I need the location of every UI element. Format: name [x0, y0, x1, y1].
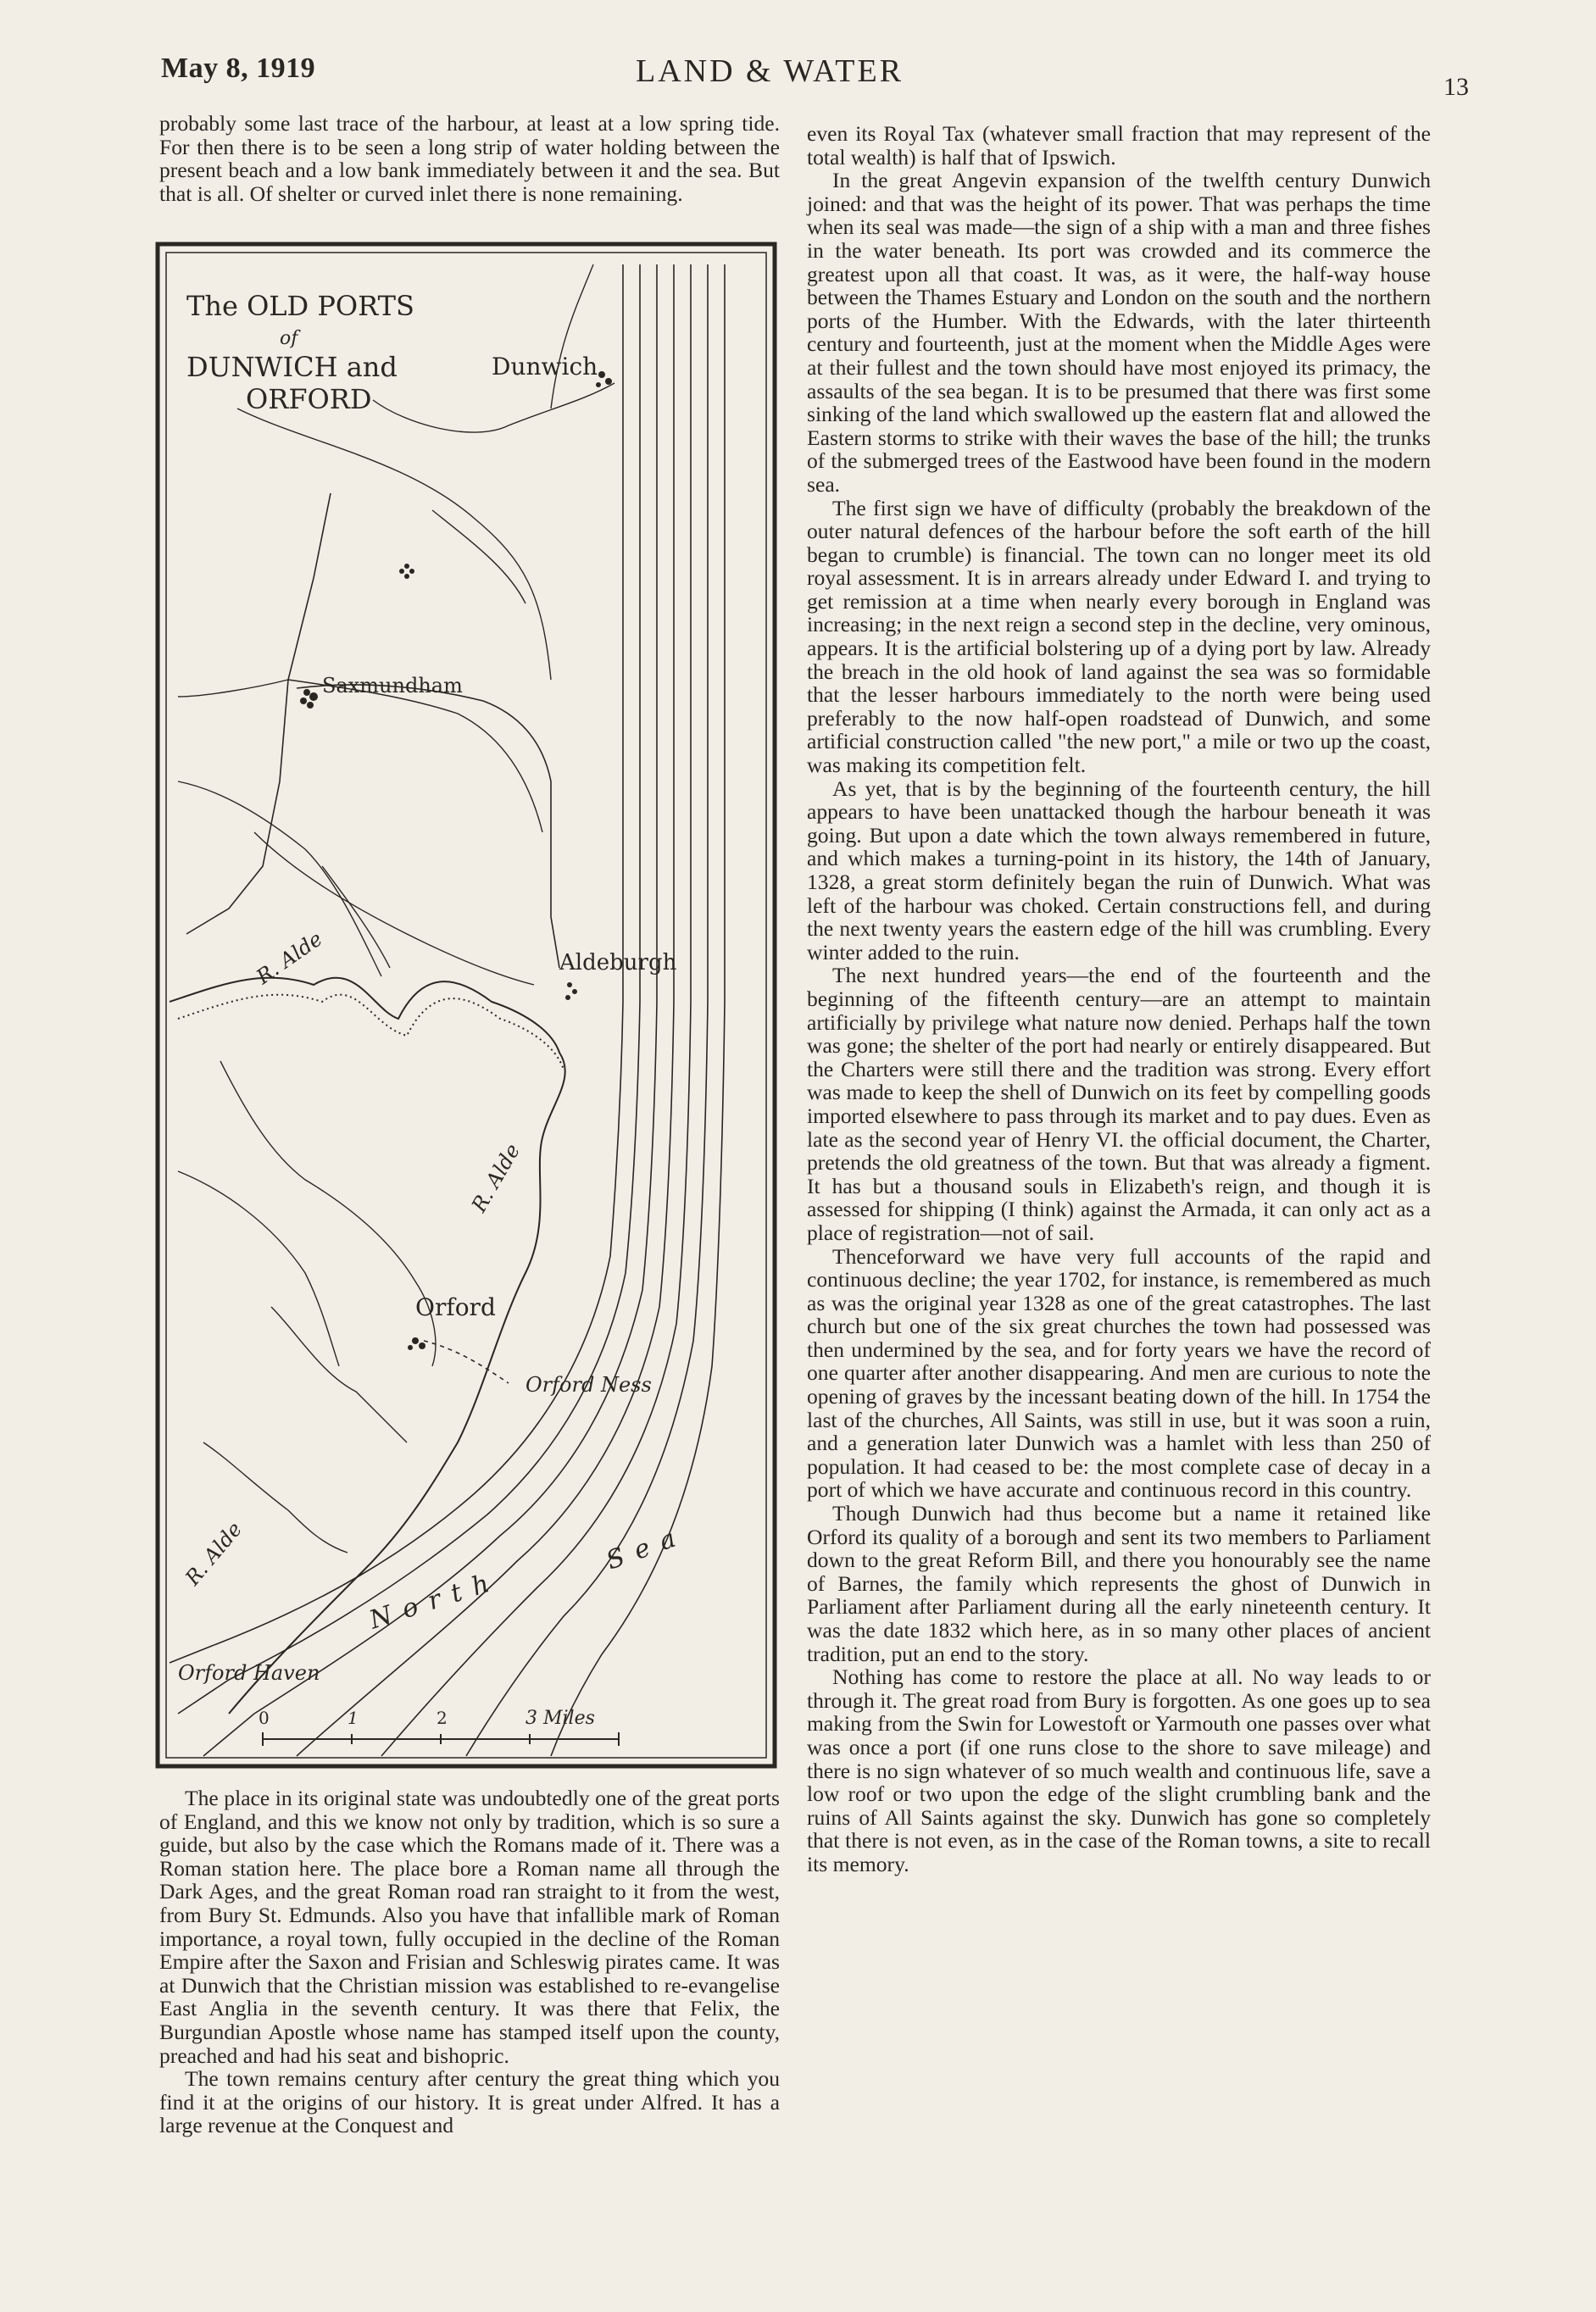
scale-2: 2: [437, 1708, 448, 1728]
label-dunwich: Dunwich: [492, 353, 598, 381]
river-alde: [170, 978, 565, 1714]
map-title-line3: DUNWICH and: [186, 351, 398, 383]
label-sea-north: North: [365, 1564, 504, 1636]
label-orford: Orford: [415, 1293, 496, 1321]
label-river-alde-1: R. Alde: [252, 926, 327, 989]
page-header: [161, 53, 1469, 103]
scale-0: 0: [259, 1708, 270, 1728]
left-column-top: [159, 112, 780, 205]
paragraph: As yet, that is by the beginning of the fourteenth century, the hill appears to have been unattacked though the harbour beneath it was going. But upon a date which the town always remembered in future, and which makes a turning-point in its history, the 14th of January, 1328, a great storm definitely began the ruin of Dunwich. What was left of the harbour was choked. Certain constructions fell, and during the next twenty years the eastern edge of the hill was crumbling. Every winter added to the ruin.: [807, 775, 1431, 964]
page-number: 13: [1443, 73, 1469, 101]
paragraph: In the great Angevin expansion of the twelfth century Dunwich joined: and that was the height of its power. That was perhaps the time when its seal was made—the sign of a ship with a man and three fishes in the water beneath. Its port was crowded and its commerce the greatest upon all that coast. It was, as it were, the half-way house between the Thames Estuary and London on the south and the northern ports of the Humber. With the Edwards, with the later thirteenth century and fourteenth, just at the moment when the Middle Ages were at their fullest and the town should have most enjoyed its primacy, the assaults of the sea began. It is to be presumed that there was first some sinking of the land which swallowed up the eastern flat and allowed the Eastern storms to strike with their waves the base of the hill; the trunks of the submerged trees of the Eastwood have been found in the modern sea.: [807, 168, 1431, 497]
map-title-line2: of: [280, 328, 298, 349]
coastline: [170, 264, 725, 1756]
paragraph: Though Dunwich had thus become but a name it retained like Orford its quality of a borough and sent its two members to Parliament down to the great Reform Bill, and there you honourably see the name of Barnes, the family which represents the ghost of Dunwich in Parliament after Parliament during all the early nineteenth century. It was the date 1832 which here, as in so many other places of ancient tradition, put an end to the story.: [807, 1501, 1431, 1666]
label-orford-ness: Orford Ness: [526, 1373, 652, 1397]
label-river-alde-3: R. Alde: [181, 1517, 247, 1590]
label-sea-sea: Sea: [602, 1520, 692, 1576]
left-column-bottom: [159, 1787, 780, 2137]
paragraph: probably some last trace of the harbour, at least at a low spring tide. For then there is to be seen a long strip of water holding between the present beach and a low bank immediately between it and the sea. But that is all. Of shelter or curved inlet there is none remaining.: [159, 111, 780, 206]
label-river-alde-2: R. Alde: [466, 1139, 526, 1216]
town-markers: [300, 371, 612, 1350]
right-column: [807, 122, 1431, 1876]
map-figure: [153, 239, 780, 1771]
map-title-line1: The OLD PORTS: [186, 290, 414, 322]
label-aldeburgh: Aldeburgh: [559, 950, 677, 975]
scale-3: 3 Miles: [526, 1708, 595, 1729]
railway: [186, 493, 559, 968]
paragraph: Nothing has come to restore the place at all. No way leads to or through it. The great road from Bury is forgotten. As one goes up to sea making from the Swin for Lowestoft or Yarmouth one passes over what was once a port (if one runs close to the shore to save mileage) and there is no sign whatever of so much wealth and continuous life, save a low roof or two upon the edge of the slight crumbling bank and the ruins of All Saints against the sky. Dunwich has gone so completely that there is not even, as in the case of the Roman towns, a site to recall its memory.: [807, 1665, 1431, 1876]
magazine-title: LAND & WATER: [636, 53, 904, 89]
header-date: May 8, 1919: [161, 53, 316, 84]
paragraph: Thenceforward we have very full accounts of the rapid and continuous decline; the year 1702, for instance, is remembered as much as was the original year 1328 as one of the great catastrophes. The last church but one of the six great churches the town had possessed was then undermined by the sea, and for forty years we have the record of one quarter after another disappearing. And men are curious to note the opening of graves by the incessant beating down of the hill. In 1754 the last of the churches, All Saints, was still in use, but it was soon a ruin, and a generation later Dunwich was a hamlet with less than 250 of population. It had ceased to be: the most complete case of decay in a port of which we have accurate and continuous record in this country.: [807, 1243, 1431, 1503]
scale-1: 1: [348, 1708, 359, 1728]
label-orford-haven: Orford Haven: [178, 1661, 320, 1685]
label-saxmundham: Saxmundham: [322, 674, 463, 697]
scale-bar: [263, 1732, 619, 1746]
map-title-line4: ORFORD: [246, 383, 372, 415]
roads: [178, 264, 614, 1553]
paragraph: The first sign we have of difficulty (probably the breakdown of the outer natural defences of the harbour before the soft earth of the hill began to crumble) is financial. The town can no longer meet its old royal assessment. It is in arrears already under Edward I. and trying to get remission at a time when nearly every borough in England was increasing; in the next reign a second step in the decline, very ominous, appears. It is the artificial bolstering up of a dying port by law. Already the breach in the old hook of land against the sea was so formidable that the lesser harbours immediately to the north were being used preferably to the now half-open roadstead of Dunwich, and some artificial construction called "the new port," a mile or two up the coast, was making its competition felt.: [807, 495, 1431, 778]
paragraph: The next hundred years—the end of the fourteenth and the beginning of the fifteenth century—are an attempt to maintain artificially by privilege what nature now denied. Perhaps half the town was gone; the shelter of the port had nearly or entirely disappeared. But the Charters were still there and the tradition was strong. Every effort was made to keep the shell of Dunwich on its feet by compelling goods imported elsewhere to pass through its market and to pay dues. Even as late as the second year of Henry VI. the official document, the Charter, pretends the old greatness of the town. But that was already a figment. It has but a thousand souls in Elizabeth's reign, and though it is assessed for shipping (I think) against the Armada, it can only act as a place of registration—not of sail.: [807, 963, 1431, 1245]
paragraph: The place in its original state was undoubtedly one of the great ports of England, and this we know not only by tradition, which is so sure a guide, but also by the case which the Romans made of it. There was a Roman station here. The place bore a Roman name all through the Dark Ages, and the great Roman road ran straight to it from the west, from Bury St. Edmunds. Also you have that infallible mark of Roman importance, a royal town, fully occupied in the decline of the Roman Empire after the Saxon and Frisian and Schleswig pirates came. It was at Dunwich that the Christian mission was established to re-evangelise East Anglia in the seventh century. It was there that Felix, the Burgundian Apostle whose name has stamped itself upon the county, preached and had his seat and bishopric.: [159, 1786, 780, 2068]
paragraph: The town remains century after century the great thing which you find it at the origins of our history. It is great under Alfred. It has a large revenue at the Conquest and: [159, 2066, 780, 2138]
paragraph: even its Royal Tax (whatever small fraction that may represent of the total wealth) is half that of Ipswich.: [807, 121, 1431, 170]
